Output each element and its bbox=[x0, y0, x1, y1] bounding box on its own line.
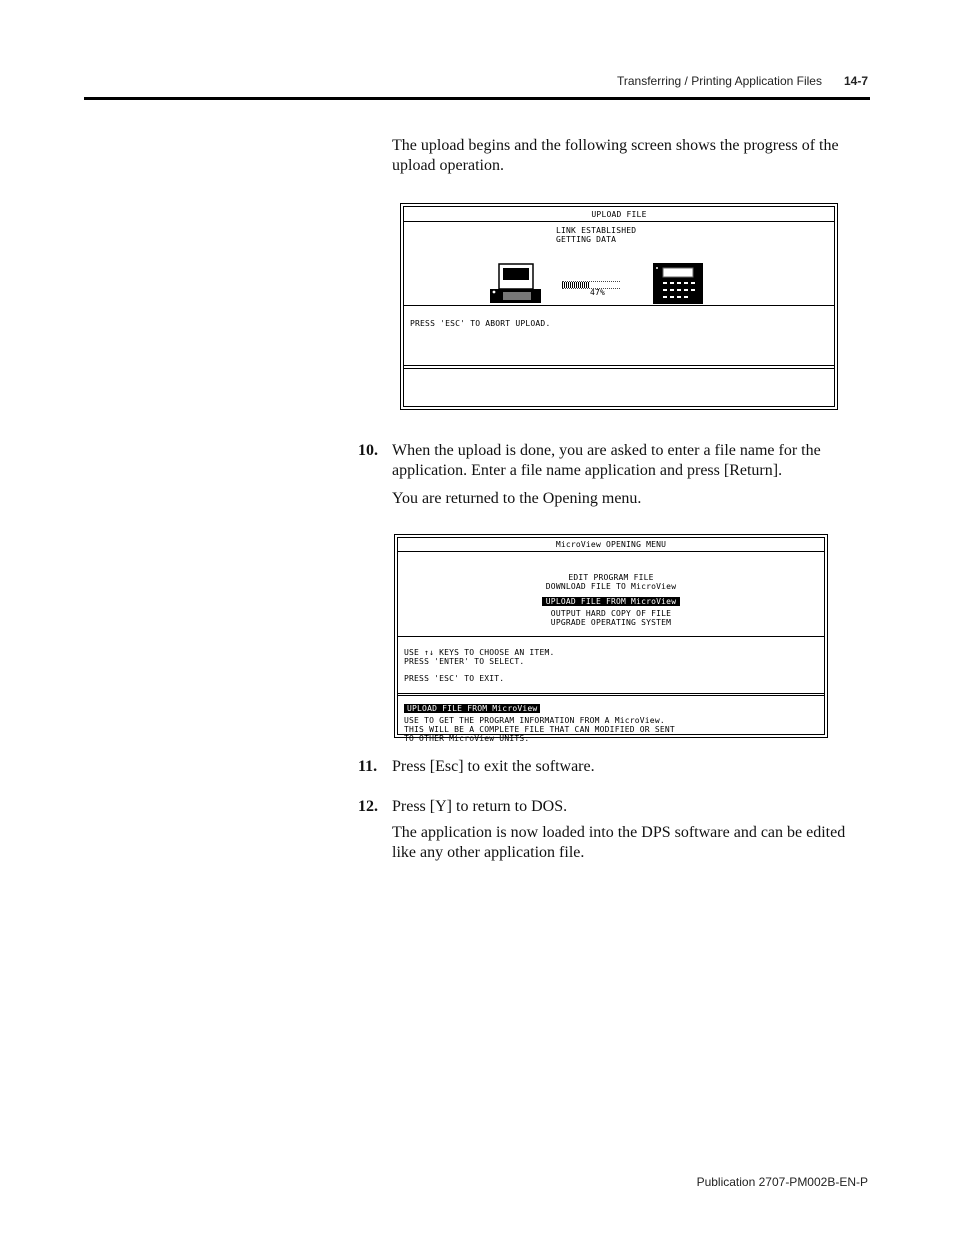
running-header bbox=[617, 74, 868, 88]
microview-terminal-icon bbox=[652, 262, 704, 305]
opening-menu-screen bbox=[394, 534, 828, 743]
upload-screen bbox=[400, 203, 838, 410]
description-line: TO OTHER MicroView UNITS. bbox=[404, 734, 530, 743]
step-text: Press [Esc] to exit the software. bbox=[392, 758, 595, 775]
menu-item-upgrade[interactable]: UPGRADE OPERATING SYSTEM bbox=[550, 618, 672, 627]
section-title: Transferring / Printing Application Files bbox=[616, 74, 822, 88]
step-number: 10. bbox=[358, 442, 378, 459]
help-line-esc: PRESS 'ESC' TO EXIT. bbox=[404, 674, 505, 683]
status-link: LINK ESTABLISHED bbox=[556, 226, 637, 235]
divider bbox=[404, 221, 834, 222]
step-note: The application is now loaded into the DPS software and can be edited like any other application file. bbox=[392, 824, 846, 861]
step-number: 11. bbox=[358, 758, 378, 775]
step-number: 12. bbox=[358, 798, 378, 815]
divider bbox=[404, 305, 834, 306]
step-text: When the upload is done, you are asked to enter a file name for the application. Enter a file name application and press [Return]. bbox=[392, 442, 821, 479]
menu-item-edit[interactable]: EDIT PROGRAM FILE bbox=[568, 573, 654, 582]
progress-fill bbox=[562, 282, 589, 288]
status-getting: GETTING DATA bbox=[556, 235, 617, 244]
description-box-top bbox=[398, 695, 824, 696]
abort-prompt: PRESS 'ESC' TO ABORT UPLOAD. bbox=[410, 319, 551, 328]
menu-title: MicroView OPENING MENU bbox=[555, 540, 667, 549]
upload-screen-frame bbox=[403, 206, 835, 407]
divider bbox=[398, 551, 824, 552]
description-box bbox=[404, 698, 675, 743]
menu-item-download[interactable]: DOWNLOAD FILE TO MicroView bbox=[545, 582, 677, 591]
description-title: UPLOAD FILE FROM MicroView bbox=[404, 704, 540, 713]
progress-percent: 47% bbox=[590, 288, 606, 297]
divider bbox=[398, 693, 824, 694]
step-note: You are returned to the Opening menu. bbox=[392, 490, 642, 507]
publication-footer: Publication 2707-PM002B-EN-P bbox=[696, 1175, 868, 1189]
page-number: 14-7 bbox=[843, 74, 868, 88]
description-line: THIS WILL BE A COMPLETE FILE THAT CAN MODIFIED OR SENT bbox=[404, 725, 675, 734]
step-text: Press [Y] to return to DOS. bbox=[392, 798, 568, 815]
header-rule bbox=[84, 97, 870, 100]
menu-screen-frame bbox=[397, 537, 825, 743]
intro-paragraph: The upload begins and the following screen shows the progress of the upload operation. bbox=[392, 137, 839, 174]
help-line-enter: PRESS 'ENTER' TO SELECT. bbox=[404, 657, 525, 666]
computer-icon bbox=[489, 262, 543, 304]
help-line-keys: USE ↑↓ KEYS TO CHOOSE AN ITEM. bbox=[404, 648, 555, 657]
upload-title: UPLOAD FILE bbox=[591, 210, 647, 219]
divider bbox=[398, 636, 824, 637]
description-line: USE TO GET THE PROGRAM INFORMATION FROM A MicroView. bbox=[404, 716, 665, 725]
message-box-top bbox=[404, 368, 834, 369]
divider bbox=[404, 365, 834, 366]
menu-list bbox=[398, 573, 824, 627]
menu-item-output[interactable]: OUTPUT HARD COPY OF FILE bbox=[550, 609, 672, 618]
menu-item-upload[interactable]: UPLOAD FILE FROM MicroView bbox=[542, 597, 680, 606]
